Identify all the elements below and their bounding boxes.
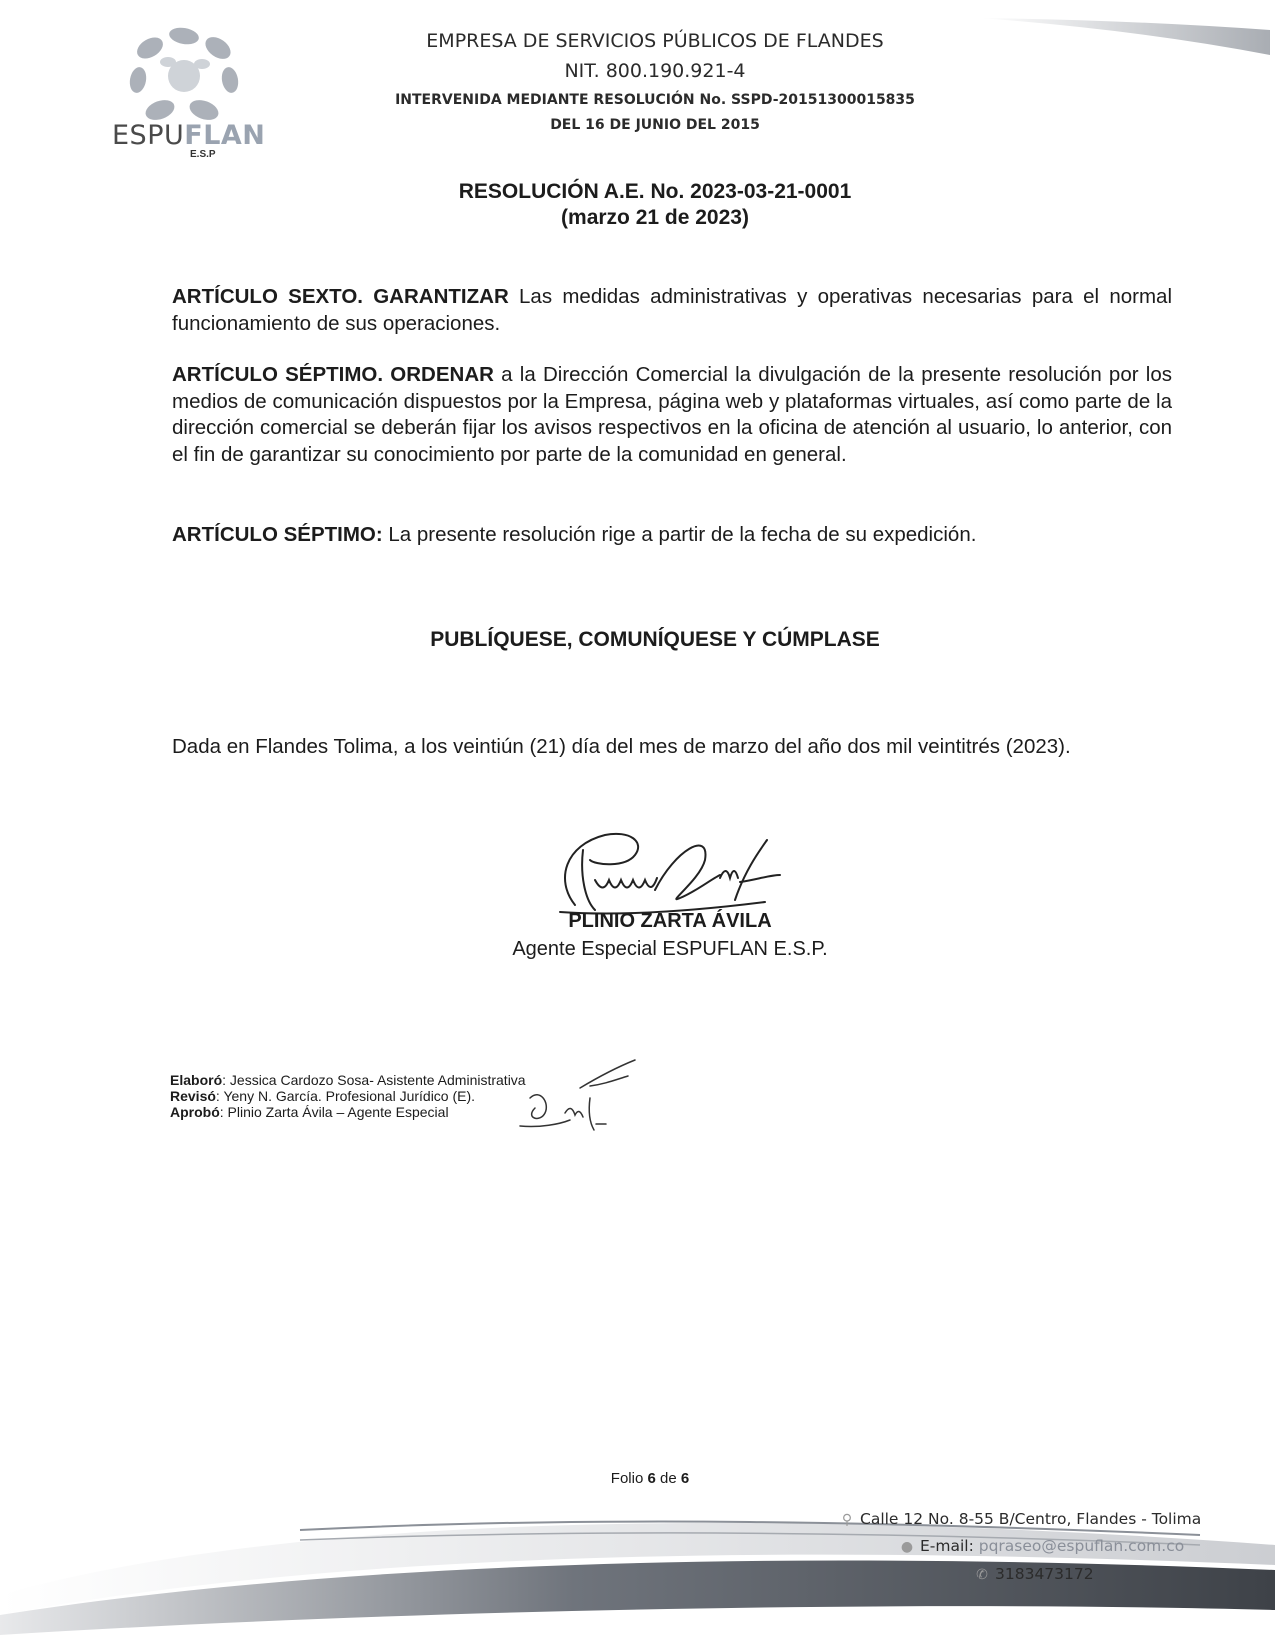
issue-place-date: Dada en Flandes Tolima, a los veintiún (21) día del mes de marzo del año dos mil veintitrés (2023). (172, 735, 1071, 758)
footer-email: ● E-mail: pqraseo@espuflan.com.co (900, 1537, 1185, 1555)
resolution-title: RESOLUCIÓN A.E. No. 2023-03-21-0001 (458, 180, 852, 203)
logo-wordmark: ESPUFLAN (112, 120, 266, 151)
intervention-date: DEL 16 DE JUNIO DEL 2015 (550, 117, 760, 133)
credit-value: : Yeny N. García. Profesional Jurídico (E). (215, 1088, 476, 1104)
credit-label: Revisó (170, 1088, 216, 1104)
approval-credits (170, 1072, 526, 1120)
closing-formula: PUBLÍQUESE, COMUNÍQUESE Y CÚMPLASE (430, 628, 880, 651)
credit-value: : Jessica Cardozo Sosa- Asistente Administrativa (222, 1072, 526, 1088)
folio-number: Folio 6 de 6 (610, 1470, 690, 1487)
article-text: a la Dirección Comercial la divulgación de la presente resolución por los medios de comunicación dispuestos por la Empresa, página web y plataformas virtuales, así como parte de la dirección comercial se deberán fijar los avisos respectivos en la oficina de atención al usuario, lo anterior, con el fin de garantizar su conocimiento por parte de la comunidad en general. (172, 363, 1172, 466)
credit-value: : Plinio Zarta Ávila – Agente Especial (219, 1104, 449, 1120)
credit-line (170, 1072, 526, 1088)
article-text: Las medidas administrativas y operativas necesarias para el normal funcionamiento de sus operaciones. (172, 285, 1172, 335)
footer-phone: ✆ 3183473172 (976, 1565, 1094, 1583)
location-pin-icon: ⚲ (841, 1512, 853, 1528)
article-seventh-validity (172, 522, 1172, 549)
article-sixth (172, 284, 1172, 337)
phone-icon: ✆ (976, 1567, 988, 1583)
intervention-note: INTERVENIDA MEDIANTE RESOLUCIÓN No. SSPD-20151300015835 (395, 92, 915, 108)
email-link[interactable]: pqraseo@espuflan.com.co (978, 1537, 1185, 1555)
initials-signatures (510, 1058, 640, 1136)
signer-name: PLINIO ZARTA ÁVILA (568, 910, 772, 932)
signer-role: Agente Especial ESPUFLAN E.S.P. (512, 938, 828, 960)
header-swoosh-decoration (980, 10, 1270, 70)
credit-line (170, 1088, 526, 1104)
footer-address: ⚲ Calle 12 No. 8-55 B/Centro, Flandes - Tolima (841, 1510, 1202, 1528)
credit-line (170, 1104, 526, 1120)
company-nit: NIT. 800.190.921-4 (564, 60, 746, 82)
credit-label: Aprobó (170, 1104, 220, 1120)
logo-subtitle: E.S.P (190, 149, 216, 160)
company-name: EMPRESA DE SERVICIOS PÚBLICOS DE FLANDES (426, 30, 884, 52)
article-heading: ARTÍCULO SÉPTIMO: (172, 523, 383, 546)
article-text: La presente resolución rige a partir de la fecha de su expedición. (382, 523, 977, 546)
resolution-date: (marzo 21 de 2023) (561, 206, 749, 229)
article-seventh-order (172, 362, 1172, 468)
article-heading: ARTÍCULO SEXTO. GARANTIZAR (172, 285, 509, 308)
credit-label: Elaboró (170, 1072, 223, 1088)
chat-bubble-icon: ● (900, 1539, 914, 1555)
article-heading: ARTÍCULO SÉPTIMO. ORDENAR (172, 363, 494, 386)
